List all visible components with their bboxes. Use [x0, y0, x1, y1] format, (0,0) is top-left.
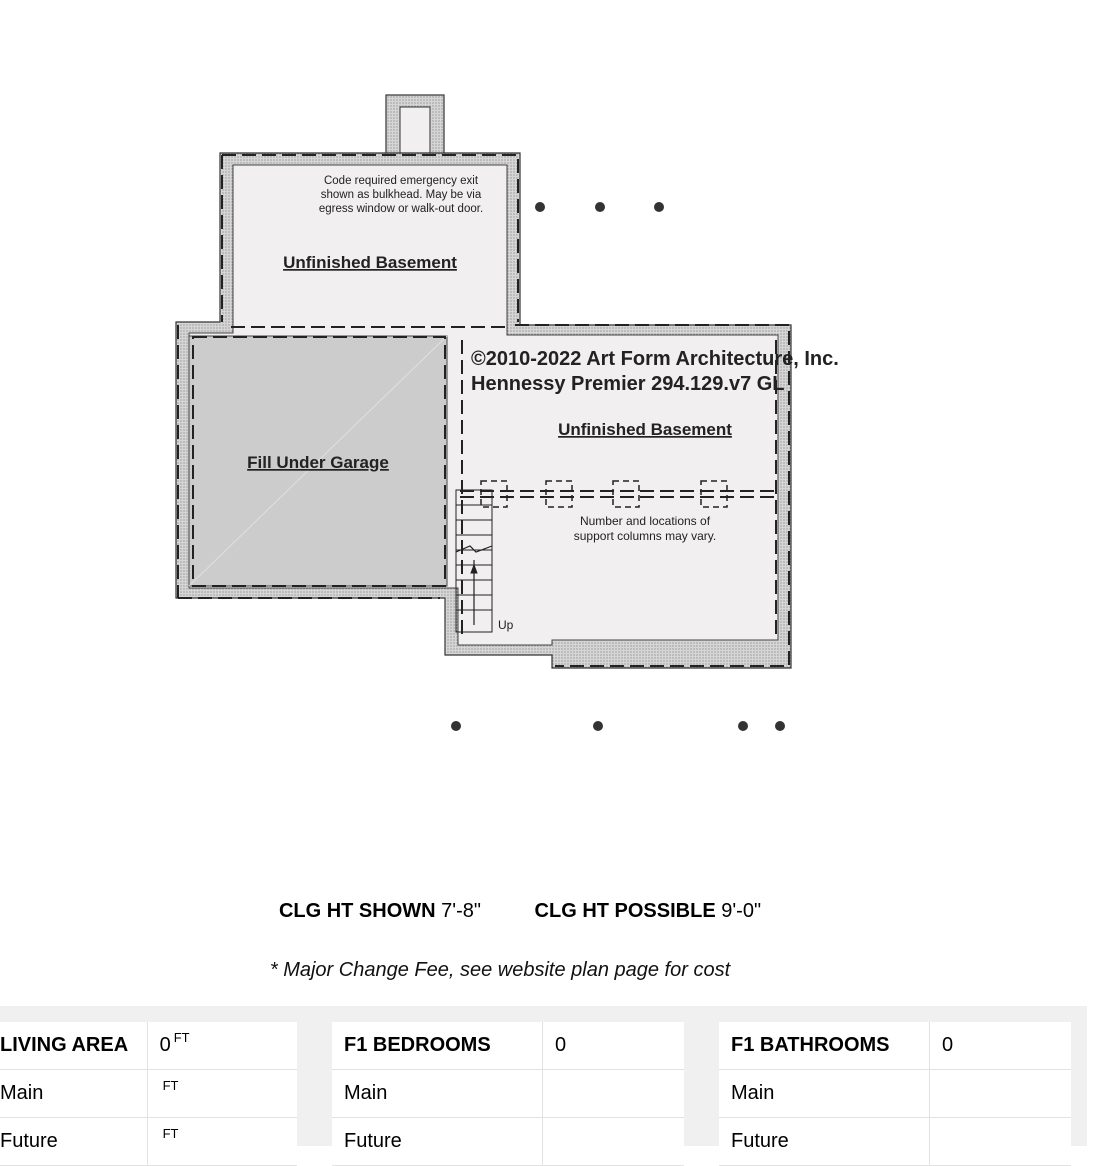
emergency-note-line-3: egress window or walk-out door.: [318, 203, 484, 215]
bedrooms-main-value: [543, 1070, 685, 1118]
room-label-garage: Fill Under Garage: [247, 453, 389, 472]
ceiling-shown-value: 7'-8": [441, 900, 481, 922]
bedrooms-future-value: [543, 1118, 685, 1166]
table-row: [332, 1070, 684, 1118]
emergency-note-line-1: Code required emergency exit: [323, 175, 479, 187]
bathrooms-value: 0: [930, 1022, 1072, 1070]
room-label-upper: Unfinished Basement: [283, 253, 457, 272]
bedrooms-table: [332, 1022, 684, 1166]
bathrooms-future-label: Future: [719, 1118, 930, 1166]
plan-id-text: Hennessy Premier 294.129.v7 GL: [471, 373, 785, 395]
major-change-fee-note: * Major Change Fee, see website plan page for cost: [269, 959, 731, 981]
table-row: [332, 1022, 684, 1070]
living-area-label: LIVING AREA: [0, 1022, 147, 1070]
bathrooms-main-value: [930, 1070, 1072, 1118]
ceiling-shown: [279, 900, 481, 923]
bedrooms-main-label: Main: [332, 1070, 543, 1118]
living-area-number: 0: [159, 1034, 171, 1056]
room-label-lower: Unfinished Basement: [558, 420, 732, 439]
table-row: [719, 1022, 1071, 1070]
ceiling-height-row: [0, 900, 1040, 923]
bathrooms-main-label: Main: [719, 1070, 930, 1118]
living-area-future-unit: FT: [162, 1126, 179, 1141]
stair-up-label: Up: [498, 618, 514, 632]
living-area-table: [0, 1022, 297, 1166]
table-row: [0, 1022, 297, 1070]
ceiling-possible-value: 9'-0": [721, 900, 762, 922]
bedrooms-value: 0: [543, 1022, 685, 1070]
living-area-main-label: Main: [0, 1070, 147, 1118]
ceiling-shown-label: CLG HT SHOWN: [278, 900, 436, 922]
ceiling-possible-label: CLG HT POSSIBLE: [534, 900, 716, 922]
table-row: [332, 1118, 684, 1166]
column-note-line-2: support columns may vary.: [573, 529, 717, 543]
living-area-main-unit: FT: [162, 1078, 179, 1093]
table-row: [719, 1070, 1071, 1118]
bedrooms-future-label: Future: [332, 1118, 543, 1166]
living-area-unit: FT: [173, 1030, 190, 1045]
living-area-future-label: Future: [0, 1118, 147, 1166]
bathrooms-label: F1 BATHROOMS: [719, 1022, 930, 1070]
bathrooms-table: [719, 1022, 1071, 1166]
bedrooms-label: F1 BEDROOMS: [332, 1022, 543, 1070]
table-row: [0, 1118, 297, 1166]
table-row: [0, 1070, 297, 1118]
emergency-note-line-2: shown as bulkhead. May be via: [320, 189, 482, 201]
ceiling-possible: [535, 900, 762, 923]
table-row: [719, 1118, 1071, 1166]
living-area-main-value: [147, 1070, 297, 1118]
living-area-future-value: [147, 1118, 297, 1166]
rooms: [189, 165, 778, 645]
column-note-line-1: Number and locations of: [579, 514, 711, 528]
living-area-value: [147, 1022, 297, 1070]
bathrooms-future-value: [930, 1118, 1072, 1166]
copyright-text: ©2010-2022 Art Form Architecture, Inc.: [471, 348, 839, 370]
